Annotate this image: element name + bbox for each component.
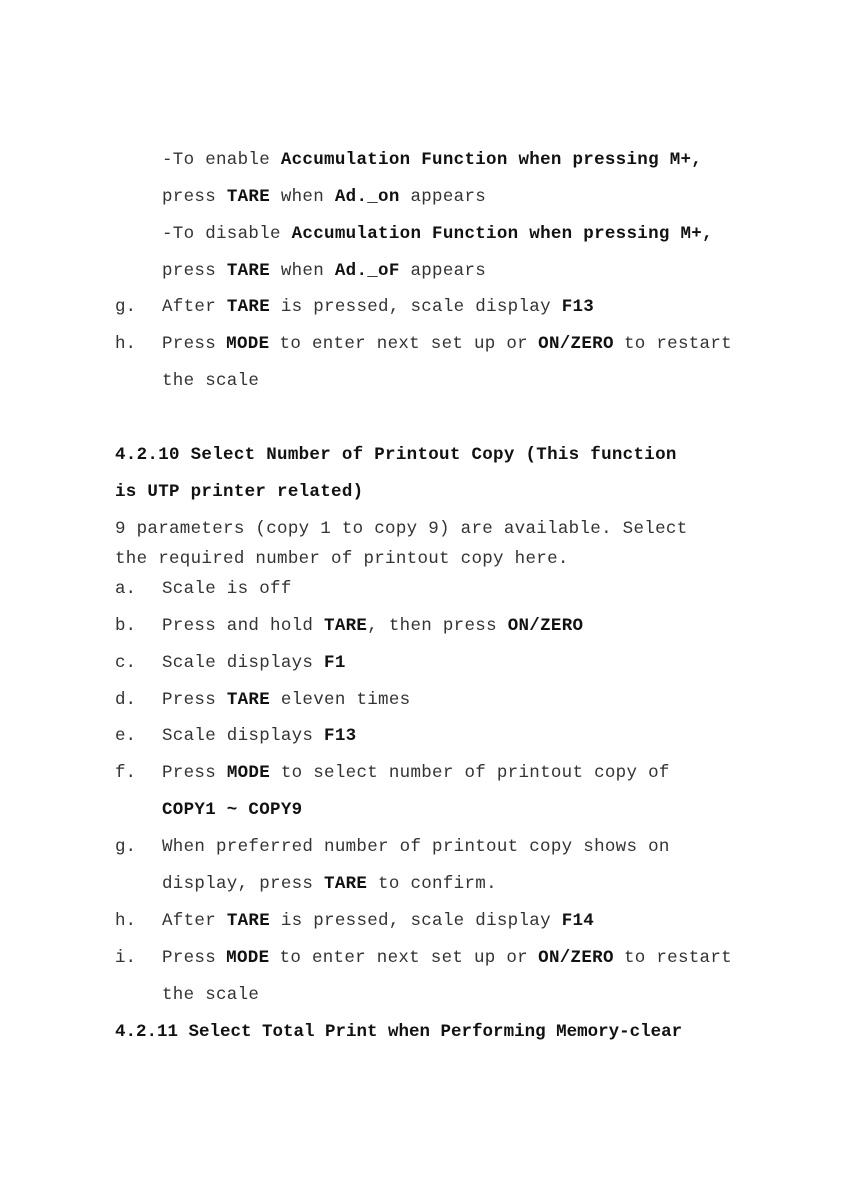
step-label: g. bbox=[115, 297, 137, 317]
section-heading: 4.2.10 Select Number of Printout Copy (This function bbox=[115, 445, 677, 465]
step-text: After TARE is pressed, scale display F14 bbox=[162, 911, 595, 931]
step-label: g. bbox=[115, 837, 137, 857]
step-label: h. bbox=[115, 911, 137, 931]
enable-instruction-line: press TARE when Ad._on appears bbox=[162, 187, 487, 207]
step-label: h. bbox=[115, 334, 137, 354]
disable-bold-text: Accumulation Function when pressing M+, bbox=[291, 224, 713, 244]
step-label: f. bbox=[115, 763, 137, 783]
ad-on-code: Ad._on bbox=[334, 187, 400, 207]
step-text: After TARE is pressed, scale display F13 bbox=[162, 297, 595, 317]
step-text-continued: the scale bbox=[162, 985, 260, 1005]
step-text-continued: display, press TARE to confirm. bbox=[162, 874, 497, 894]
step-text-continued: the scale bbox=[162, 371, 260, 391]
enable-line: -To enable Accumulation Function when pressing M+, bbox=[162, 150, 703, 170]
step-text: Press TARE eleven times bbox=[162, 690, 411, 710]
step-label: c. bbox=[115, 653, 137, 673]
step-text: Scale is off bbox=[162, 579, 292, 599]
enable-bold-text: Accumulation Function when pressing M+, bbox=[280, 150, 703, 170]
step-text: Scale displays F13 bbox=[162, 726, 357, 746]
step-text: Press and hold TARE, then press ON/ZERO bbox=[162, 616, 584, 636]
disable-line: -To disable Accumulation Function when pressing M+, bbox=[162, 224, 713, 244]
step-label: b. bbox=[115, 616, 137, 636]
step-label: i. bbox=[115, 948, 137, 968]
intro-line: 9 parameters (copy 1 to copy 9) are available. Select bbox=[115, 519, 688, 539]
step-text: When preferred number of printout copy shows on bbox=[162, 837, 670, 857]
step-text: Press MODE to select number of printout copy of bbox=[162, 763, 670, 783]
section-heading: 4.2.11 Select Total Print when Performing Memory-clear bbox=[115, 1022, 683, 1042]
intro-line: the required number of printout copy here. bbox=[115, 549, 569, 569]
step-text-continued: COPY1 ~ COPY9 bbox=[162, 800, 303, 820]
ad-of-code: Ad._oF bbox=[334, 261, 400, 281]
step-label: d. bbox=[115, 690, 137, 710]
disable-instruction-line: press TARE when Ad._oF appears bbox=[162, 261, 487, 281]
step-text: Scale displays F1 bbox=[162, 653, 346, 673]
step-label: e. bbox=[115, 726, 137, 746]
section-heading-continued: is UTP printer related) bbox=[115, 482, 364, 502]
step-text: Press MODE to enter next set up or ON/ZERO to restart bbox=[162, 334, 732, 354]
step-label: a. bbox=[115, 579, 137, 599]
step-text: Press MODE to enter next set up or ON/ZERO to restart bbox=[162, 948, 732, 968]
